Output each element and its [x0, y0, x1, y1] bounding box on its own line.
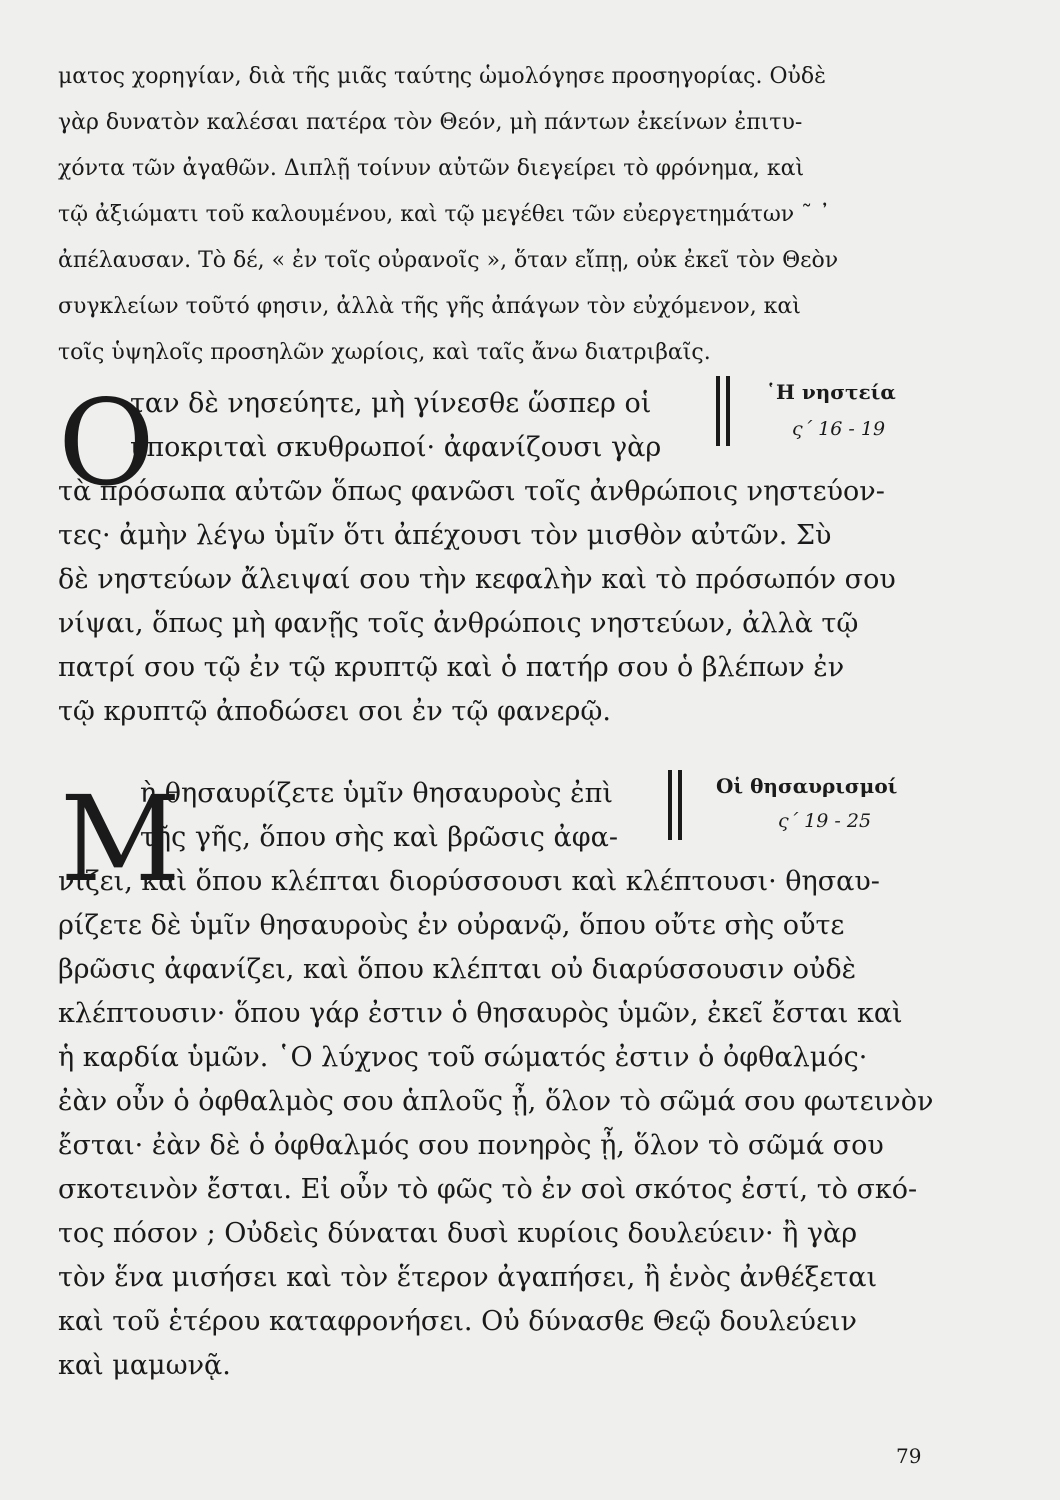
- commentary-line: τῷ ἀξιώματι τοῦ καλουμένου, καὶ τῷ μεγέθει τῶν εὐεργετημάτων ˜ ᾽: [58, 202, 831, 227]
- margin-rule: [726, 376, 730, 446]
- scripture-line: τῷ κρυπτῷ ἀποδώσει σοι ἐν τῷ φανερῷ.: [58, 696, 611, 727]
- scripture-line: ρίζετε δὲ ὑμῖν θησαυροὺς ἐν οὐρανῷ, ὅπου οὔτε σὴς οὔτε: [58, 910, 845, 941]
- drop-cap: Μ: [60, 770, 181, 908]
- scripture-line: ταν δὲ νησεύητε, μὴ γίνεσθε ὥσπερ οἱ: [130, 388, 652, 419]
- scripture-line: κλέπτουσιν· ὅπου γάρ ἐστιν ὁ θησαυρὸς ὑμῶν, ἐκεῖ ἔσται καὶ: [58, 998, 903, 1029]
- margin-rule: [678, 770, 682, 840]
- drop-cap: Ο: [58, 374, 155, 512]
- commentary-line: χόντα τῶν ἀγαθῶν. Διπλῇ τοίνυν αὐτῶν διεγείρει τὸ φρόνημα, καὶ: [58, 156, 805, 181]
- scripture-line: δὲ νηστεύων ἄλειψαί σου τὴν κεφαλὴν καὶ τὸ πρόσωπόν σου: [58, 564, 896, 595]
- scripture-line: ἡ καρδία ὑμῶν. ῾Ο λύχνος τοῦ σώματός ἐστιν ὁ ὀφθαλμός·: [58, 1042, 868, 1073]
- scripture-line: σκοτεινὸν ἔσται. Εἰ οὖν τὸ φῶς τὸ ἐν σοὶ σκότος ἐστί, τὸ σκό-: [58, 1174, 918, 1205]
- scripture-line: πατρί σου τῷ ἐν τῷ κρυπτῷ καὶ ὁ πατήρ σου ὁ βλέπων ἐν: [58, 652, 845, 683]
- sidenote-reference: ς΄ 16 - 19: [792, 418, 886, 440]
- scripture-line: τες· ἀμὴν λέγω ὑμῖν ὅτι ἀπέχουσι τὸν μισθὸν αὐτῶν. Σὺ: [58, 520, 832, 551]
- scripture-line: ὑποκριταὶ σκυθρωποί· ἀφανίζουσι γὰρ: [130, 432, 662, 463]
- scripture-line: καὶ τοῦ ἑτέρου καταφρονήσει. Οὐ δύνασθε Θεῷ δουλεύειν: [58, 1306, 857, 1337]
- scripture-line: τος πόσον ; Οὐδεὶς δύναται δυσὶ κυρίοις δουλεύειν· ἢ γὰρ: [58, 1218, 858, 1249]
- scripture-line: τῆς γῆς, ὅπου σὴς καὶ βρῶσις ἀφα-: [140, 822, 618, 853]
- scripture-line: νίζει, καὶ ὅπου κλέπται διορύσσουσι καὶ κλέπτουσι· θησαυ-: [58, 866, 880, 897]
- scripture-line: ὴ θησαυρίζετε ὑμῖν θησαυροὺς ἐπὶ: [140, 778, 613, 809]
- scripture-line: νίψαι, ὅπως μὴ φανῇς τοῖς ἀνθρώποις νηστεύων, ἀλλὰ τῷ: [58, 608, 859, 639]
- commentary-line: ἀπέλαυσαν. Τὸ δέ, « ἐν τοῖς οὐρανοῖς », ὅταν εἴπῃ, οὐκ ἐκεῖ τὸν Θεὸν: [58, 248, 839, 273]
- scripture-line: ἐὰν οὖν ὁ ὀφθαλμὸς σου ἁπλοῦς ᾖ, ὅλον τὸ σῶμά σου φωτεινὸν: [58, 1086, 934, 1117]
- sidenote-title: ῾Η νηστεία: [766, 380, 896, 404]
- commentary-line: συγκλείων τοῦτό φησιν, ἀλλὰ τῆς γῆς ἀπάγων τὸν εὐχόμενον, καὶ: [58, 294, 801, 319]
- scripture-line: τὸν ἕνα μισήσει καὶ τὸν ἕτερον ἀγαπήσει, ἢ ἑνὸς ἀνθέξεται: [58, 1262, 878, 1293]
- sidenote-reference: ς΄ 19 - 25: [778, 810, 872, 832]
- sidenote-title: Οἱ θησαυρισμοί: [716, 774, 898, 798]
- page-number: 79: [896, 1444, 922, 1468]
- margin-rule: [668, 770, 672, 840]
- scripture-line: βρῶσις ἀφανίζει, καὶ ὅπου κλέπται οὐ διαρύσσουσιν οὐδὲ: [58, 954, 857, 985]
- margin-rule: [716, 376, 720, 446]
- scripture-line: καὶ μαμωνᾷ.: [58, 1350, 231, 1381]
- commentary-line: ματος χορηγίαν, διὰ τῆς μιᾶς ταύτης ὡμολόγησε προσηγορίας. Οὐδὲ: [58, 64, 826, 89]
- commentary-line: τοῖς ὑψηλοῖς προσηλῶν χωρίοις, καὶ ταῖς ἄνω διατριβαῖς.: [58, 340, 711, 365]
- scripture-line: τὰ πρόσωπα αὐτῶν ὅπως φανῶσι τοῖς ἀνθρώποις νηστεύον-: [58, 476, 885, 507]
- scripture-line: ἔσται· ἐὰν δὲ ὁ ὀφθαλμός σου πονηρὸς ᾖ, ὅλον τὸ σῶμά σου: [58, 1130, 884, 1161]
- commentary-line: γὰρ δυνατὸν καλέσαι πατέρα τὸν Θεόν, μὴ πάντων ἐκείνων ἐπιτυ-: [58, 110, 803, 135]
